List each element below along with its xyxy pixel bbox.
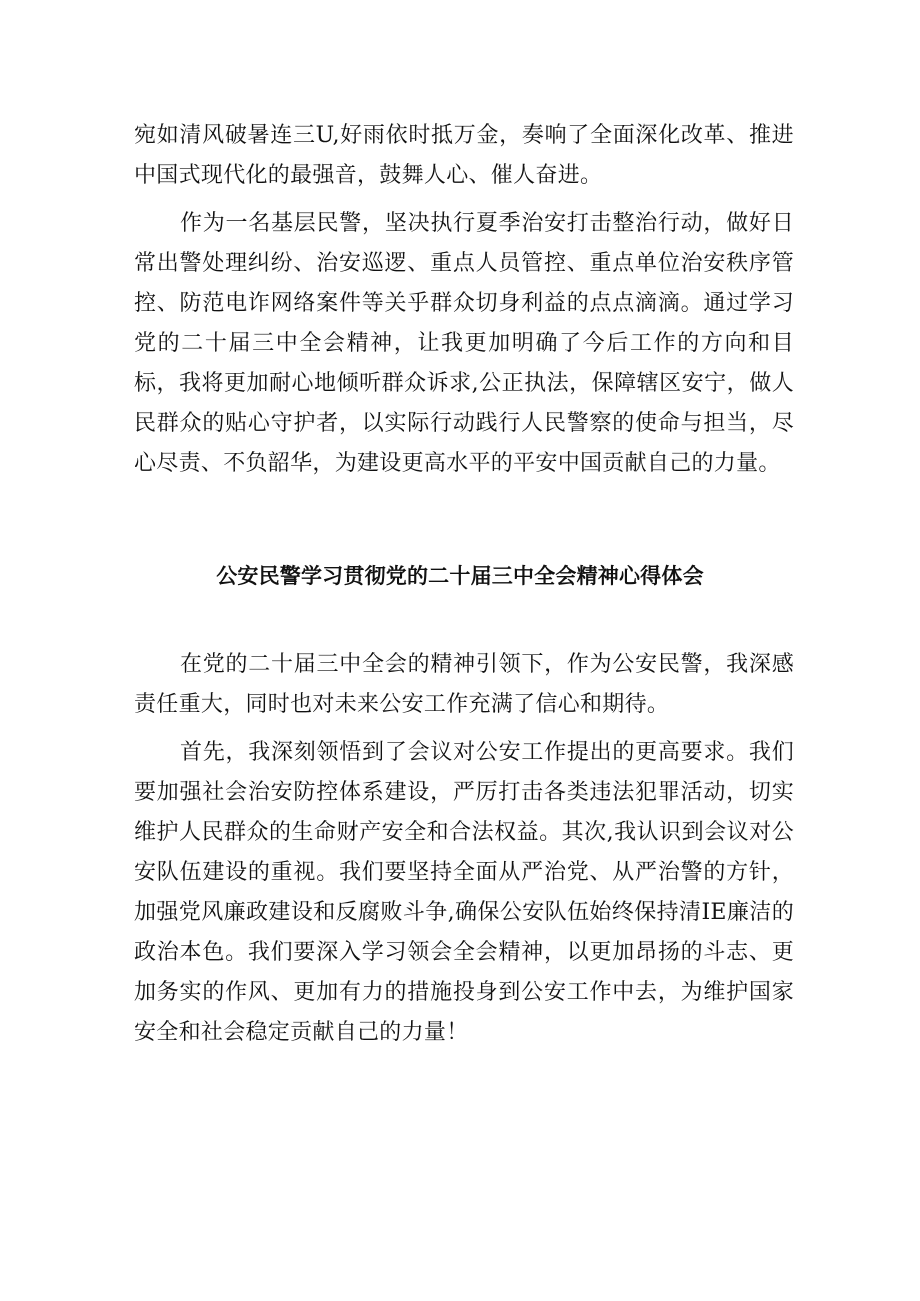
continuation-paragraph: 宛如清风破暑连三U,好雨依时抵万金，奏响了全面深化改革、推进中国式现代化的最强音，鼓舞人心、催人奋进。 bbox=[134, 123, 794, 188]
body-paragraph-4: 首先，我深刻领悟到了会议对公安工作提出的更高要求。我们要加强社会治安防控体系建设，严厉打击各类违法犯罪活动，切实维护人民群众的生命财产安全和合法权益。其次,我认识到会议对公安队伍建设的重视。我们要坚持全面从严治党、从严治警的方针，加强党风廉政建设和反腐败斗争,确保公安队伍始终保持清IE廉洁的政治本色。我们要深入学习领会全会精神，以更加昂扬的斗志、更加务实的作风、更加有力的措施投身到公安工作中去，为维护国家安全和社会稳定贡献自己的力量！ bbox=[134, 740, 794, 1045]
body-paragraph-2: 作为一名基层民警，坚决执行夏季治安打击整治行动，做好日常出警处理纠纷、治安巡逻、重点人员管控、重点单位治安秩序管控、防范电诈网络案件等关乎群众切身利益的点点滴滴。通过学习党的二十届三中全会精神，让我更加明确了今后工作的方向和目标，我将更加耐心地倾听群众诉求,公正执法，保障辖区安宁，做人民群众的贴心守护者，以实际行动践行人民警察的使命与担当，尽心尽责、不负韶华，为建设更高水平的平安中国贡献自己的力量。 bbox=[134, 211, 794, 476]
body-paragraph-3: 在党的二十届三中全会的精神引领下，作为公安民警，我深感责任重大，同时也对未来公安工作充满了信心和期待。 bbox=[134, 652, 794, 717]
section-title: 公安民警学习贯彻党的二十届三中全会精神心得体会 bbox=[216, 564, 704, 588]
